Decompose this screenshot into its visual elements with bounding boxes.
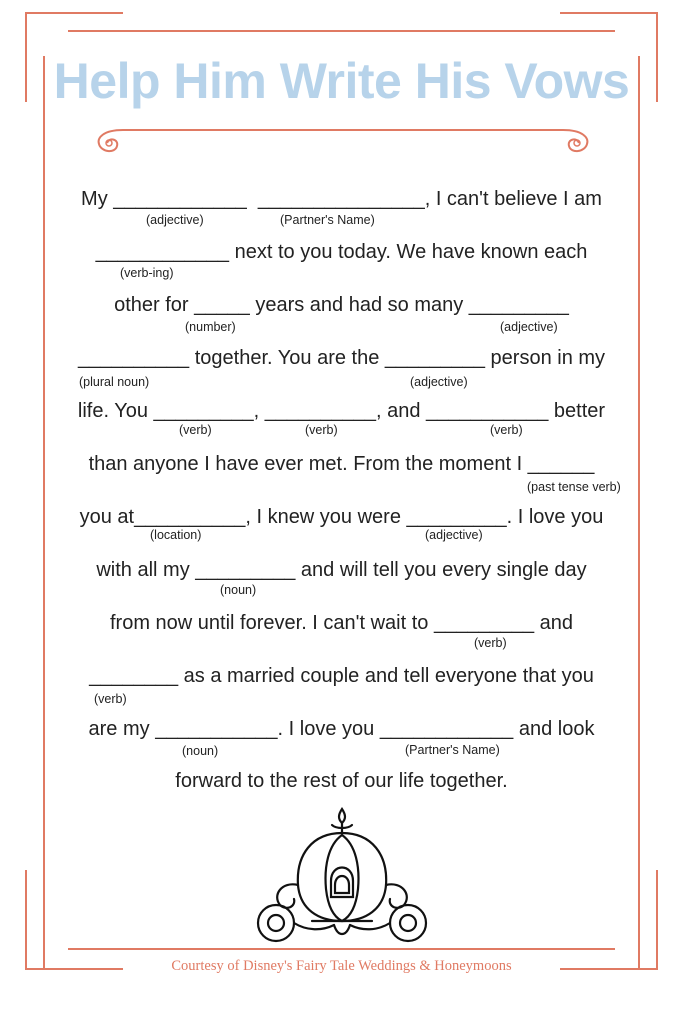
madlib-line-4: __________ together. You are the _________ person in my — [77, 347, 606, 369]
frame-top-inner — [68, 30, 615, 32]
madlib-line-9: from now until forever. I can't wait to _________ and — [110, 612, 573, 634]
madlib-line-7: you at__________, I knew you were _________. I love you — [79, 506, 604, 528]
madlib-line-8: with all my _________ and will tell you every single day — [96, 559, 587, 581]
hint-label: (plural noun) — [79, 375, 150, 389]
hint-label: (number) — [185, 320, 236, 334]
madlib-line-11: are my ___________. I love you ____________ and look — [88, 718, 595, 740]
hint-label: (location) — [150, 528, 202, 542]
hint-label: (Partner's Name) — [405, 743, 500, 757]
hint-label: (adjective) — [410, 375, 468, 389]
hint-label: (adjective) — [500, 320, 558, 334]
hint-label: (verb) — [179, 423, 212, 437]
pumpkin-carriage-icon — [252, 805, 432, 950]
frame-right-bottom-outer — [656, 870, 658, 970]
hint-label: (adjective) — [425, 528, 483, 542]
hint-label: (past tense verb) — [527, 480, 621, 494]
hint-label: (Partner's Name) — [280, 213, 375, 227]
hint-label: (verb-ing) — [120, 266, 174, 280]
madlib-line-6: than anyone I have ever met. From the moment I ______ — [88, 453, 595, 475]
frame-top-right — [560, 12, 658, 14]
madlib-line-1: My ____________ _______________, I can't believe I am — [81, 188, 602, 210]
hint-label: (adjective) — [146, 213, 204, 227]
frame-top-left — [25, 12, 123, 14]
hint-label: (noun) — [182, 744, 219, 758]
madlib-line-10: ________ as a married couple and tell everyone that you — [89, 665, 594, 687]
frame-left-bottom-outer — [25, 870, 27, 970]
madlib-line-5: life. You _________, __________, and ___________ better — [77, 400, 606, 422]
hint-label: (verb) — [474, 636, 507, 650]
hint-label: (verb) — [490, 423, 523, 437]
hint-label: (verb) — [305, 423, 338, 437]
page-title: Help Him Write His Vows — [53, 53, 630, 109]
madlib-line-12: forward to the rest of our life together. — [175, 770, 508, 792]
swirl-divider-icon — [93, 124, 593, 160]
hint-label: (noun) — [220, 583, 257, 597]
madlib-line-3: other for _____ years and had so many _________ — [114, 294, 569, 316]
madlib-line-2: ____________ next to you today. We have known each — [95, 241, 588, 263]
hint-label: (verb) — [94, 692, 127, 706]
footer-credit: Courtesy of Disney's Fairy Tale Weddings & Honeymoons — [171, 958, 512, 974]
